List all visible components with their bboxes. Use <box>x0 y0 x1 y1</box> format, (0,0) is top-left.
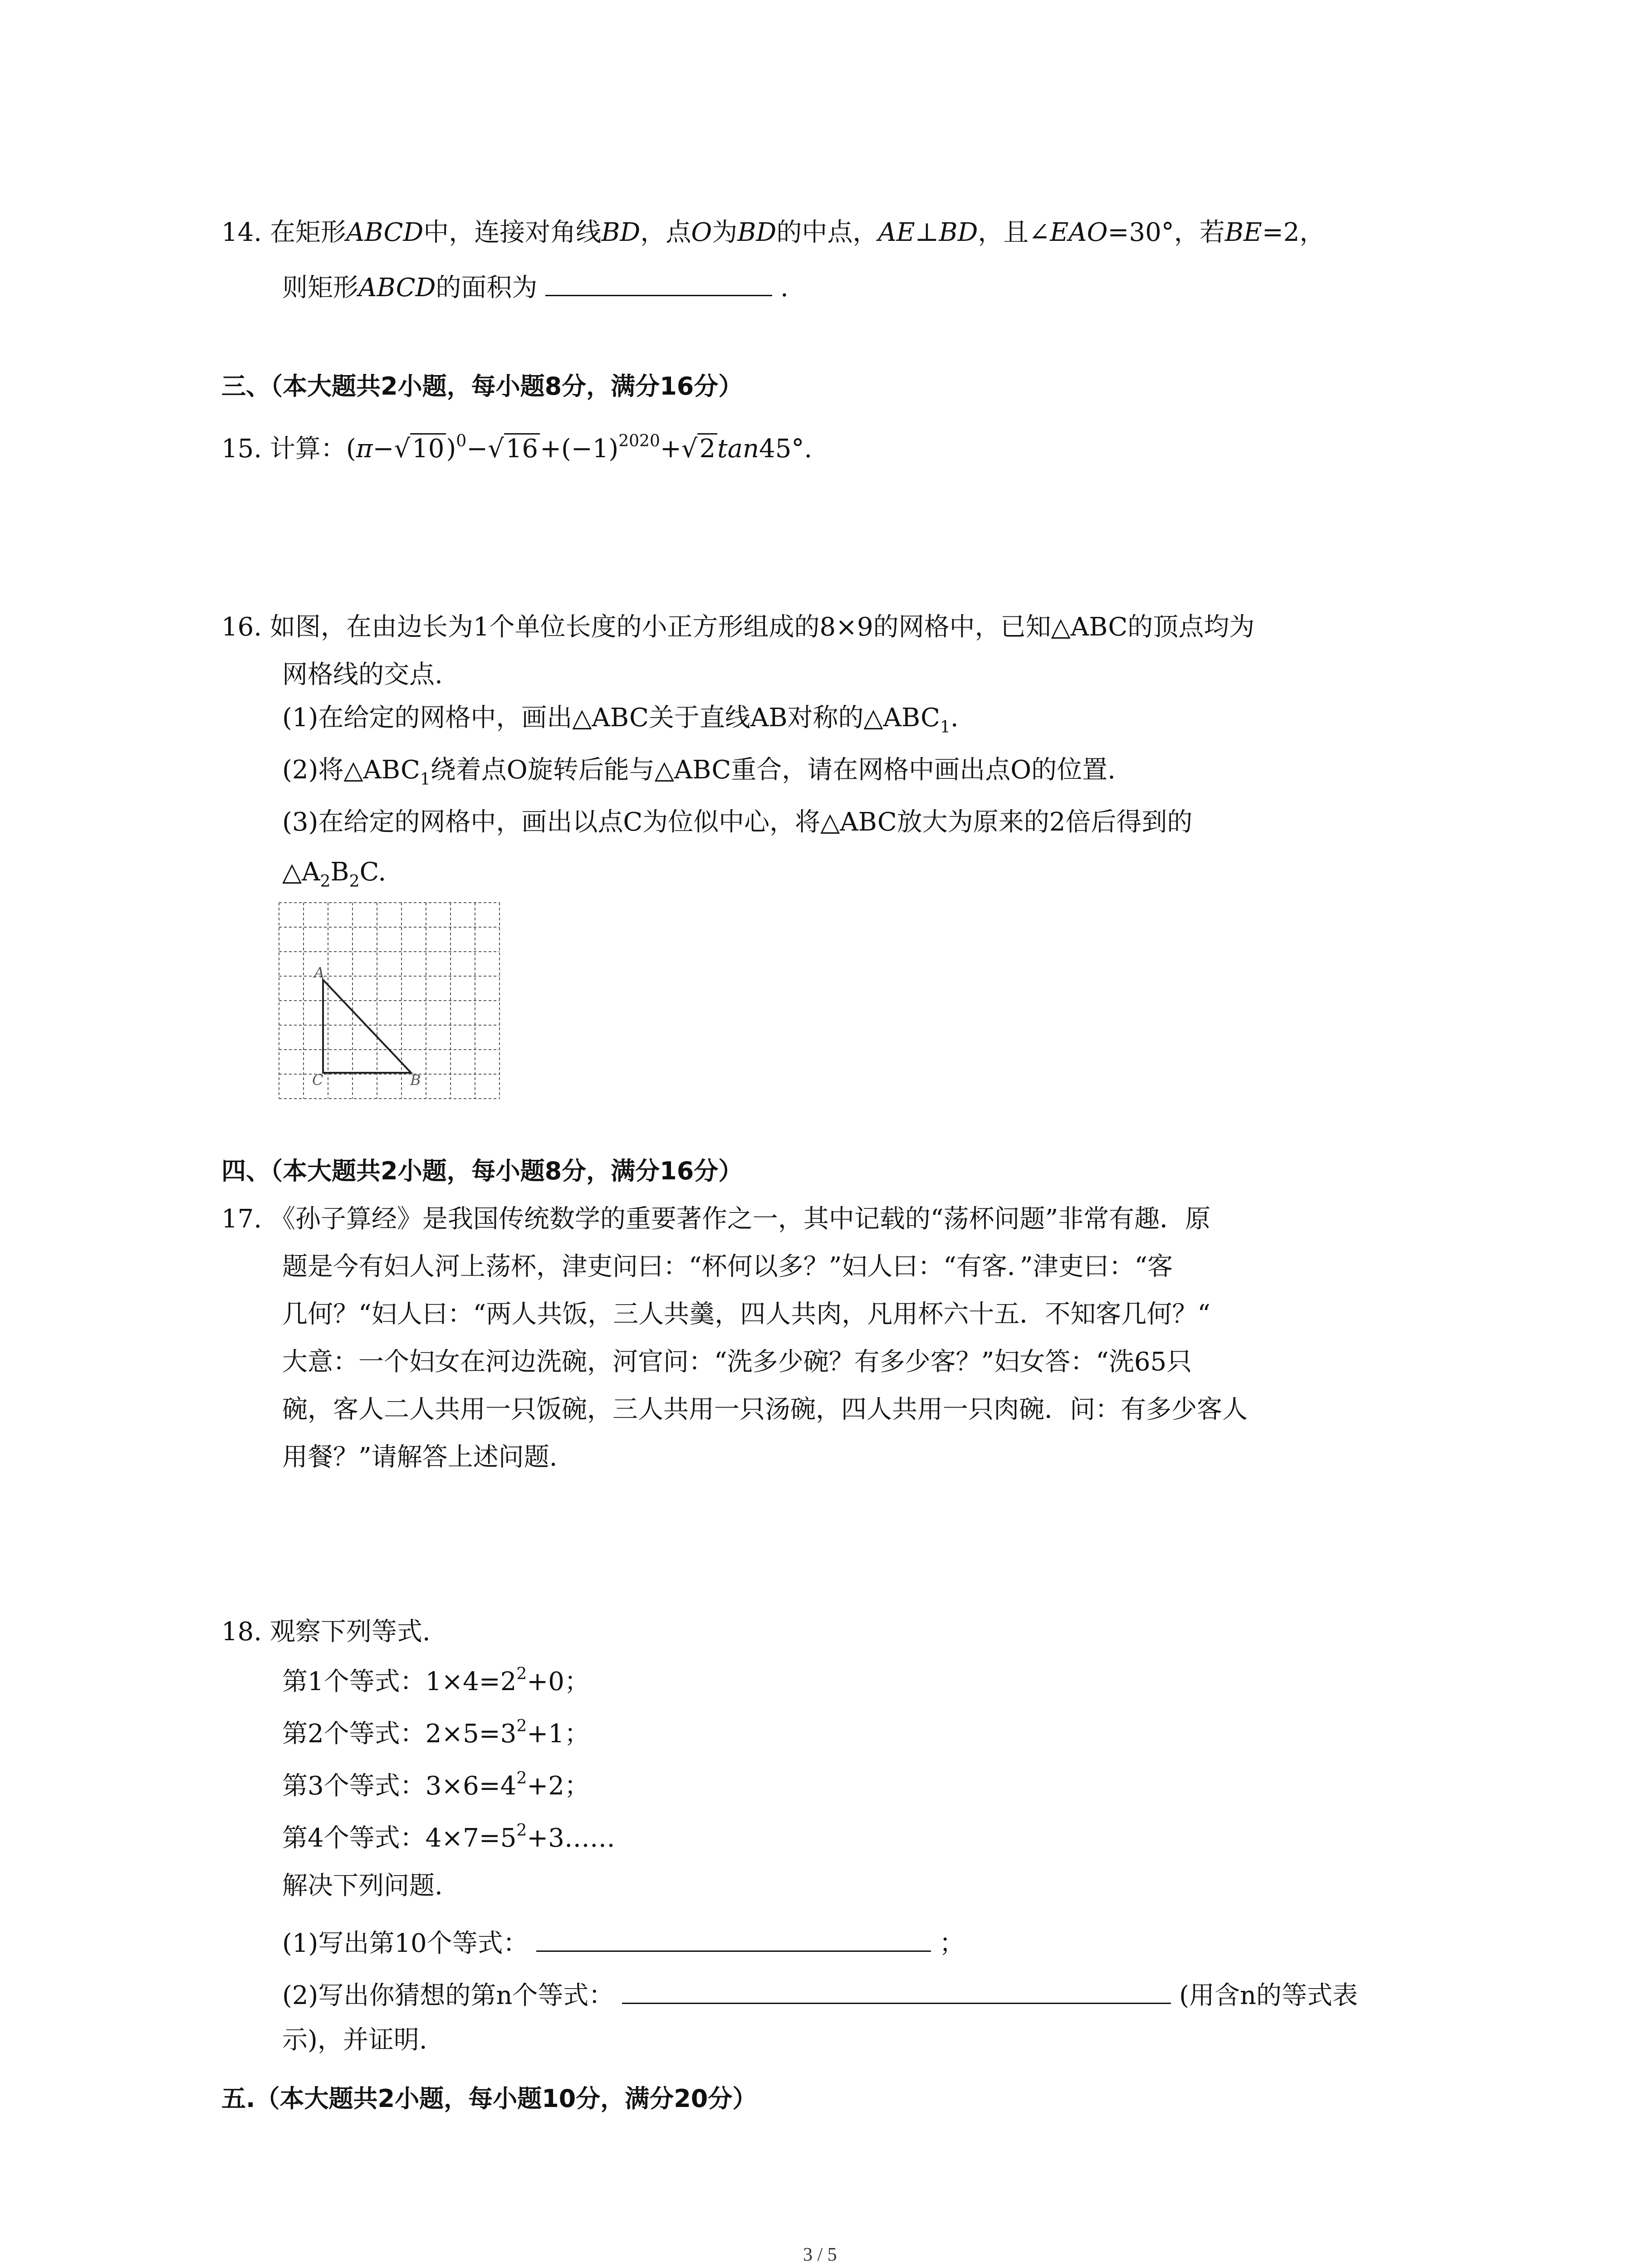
q15-number: 15. <box>221 434 262 464</box>
q17-line6: 用餐？”请解答上述问题. <box>282 1442 558 1472</box>
q16-line1: 16. 如图，在由边长为1个单位长度的小正方形组成的8×9的网格中，已知△ABC的顶点均为 <box>221 612 1255 642</box>
label-c: C <box>312 1071 323 1089</box>
q16-part3-cont: $\triangle A_2B_2C$. <box>282 857 387 891</box>
sqrt-10: √10 <box>394 433 446 462</box>
sqrt-16: √16 <box>488 433 540 462</box>
q17-number: 17. <box>221 1204 262 1234</box>
triangle-abc <box>323 980 411 1073</box>
q14-number: 14. <box>221 218 262 247</box>
section-5-heading: 五.（本大题共2小题，每小题10分，满分20分） <box>221 2084 757 2113</box>
q14-answer-blank[interactable] <box>545 272 772 296</box>
grid-lines <box>279 903 500 1099</box>
q18-solve: 解决下列问题. <box>282 1871 443 1901</box>
q16-part1: (1)在给定的网格中，画出△ABC关于直线AB对称的$\triangle ABC_1$. <box>282 703 959 737</box>
q18-part2-answer-blank[interactable] <box>622 1980 1171 2004</box>
q16-part2: (2)将$\triangle ABC_1$绕着点O旋转后能与△ABC重合，请在网格中画出点O的位置. <box>282 755 1116 789</box>
q18-eq4: 第4个等式：$4\times 7=5^2+3\dots\dots$ <box>282 1821 615 1853</box>
q17-line1: 17. 《孙子算经》是我国传统数学的重要著作之一，其中记载的“荡杯问题”非常有趣．原 <box>221 1204 1211 1234</box>
q15-line: 15. 计算：$(\pi-√10)^0-√16+(-1)^{2020}+√2\tan 45^\circ$. <box>221 432 813 464</box>
q17-line3: 几何？“妇人曰：“两人共饭，三人共羹，四人共肉，凡用杯六十五．不知客几何？“ <box>282 1300 1210 1329</box>
q18-eq3: 第3个等式：$3\times 6=4^2+2$； <box>282 1769 590 1801</box>
q14-line1: 14. 在矩形ABCD中，连接对角线BD，点O为BD的中点，AE⊥BD，且∠EAO=30°，若BE=2， <box>221 218 1325 247</box>
label-b: B <box>410 1071 421 1089</box>
q18-part1-answer-blank[interactable] <box>536 1928 931 1952</box>
q18-part1: (1)写出第10个等式： ； <box>282 1929 965 1958</box>
page-number: 3 / 5 <box>803 2244 837 2265</box>
q18-part2-cont: 示)，并证明. <box>282 2025 427 2055</box>
label-a: A <box>314 964 325 981</box>
q16-part3: (3)在给定的网格中，画出以点C为位似中心，将△ABC放大为原来的2倍后得到的 <box>282 807 1193 837</box>
q18-eq1: 第1个等式：$1\times 4=2^2+0$； <box>282 1665 590 1696</box>
q18-part2: (2)写出你猜想的第n个等式： (用含n的等式表 <box>282 1981 1358 2010</box>
q14-line2: 则矩形ABCD的面积为 . <box>282 273 789 303</box>
q16-number: 16. <box>221 612 262 642</box>
sqrt-2: √2 <box>681 433 717 462</box>
q18-line1: 18. 观察下列等式. <box>221 1617 431 1647</box>
q16-line2: 网格线的交点. <box>282 660 443 689</box>
section-4-heading: 四、（本大题共2小题，每小题8分，满分16分） <box>221 1157 743 1185</box>
q16-grid-figure <box>272 898 526 1125</box>
q17-line2: 题是今有妇人河上荡杯，津吏问曰：“杯何以多？”妇人曰：“有客．”津吏曰：“客 <box>282 1252 1173 1281</box>
section-3-heading: 三、（本大题共2小题，每小题8分，满分16分） <box>221 372 743 401</box>
q17-line4: 大意：一个妇女在河边洗碗，河官问：“洗多少碗？有多少客？”妇女答：“洗65只 <box>282 1347 1192 1377</box>
q18-eq2: 第2个等式：$2\times 5=3^2+1$； <box>282 1717 590 1749</box>
q17-line5: 碗，客人二人共用一只饭碗，三人共用一只汤碗，四人共用一只肉碗．问：有多少客人 <box>282 1395 1248 1424</box>
q18-number: 18. <box>221 1617 262 1647</box>
